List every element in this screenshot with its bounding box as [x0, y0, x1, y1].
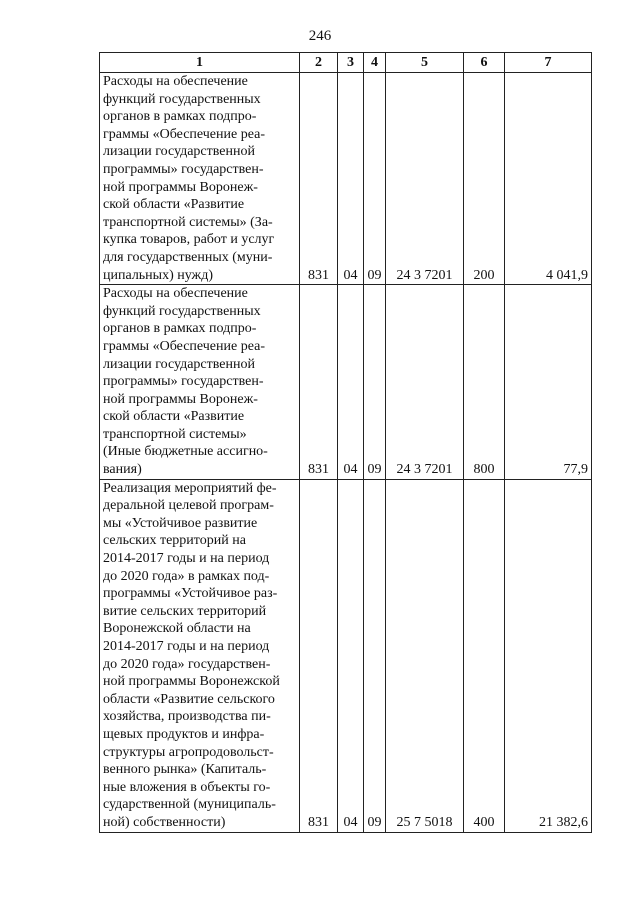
- header-row: [100, 53, 592, 73]
- column-header-4: 4: [364, 53, 386, 73]
- row-amount: 4 041,9: [505, 73, 592, 285]
- row-description: Расходы на обеспечение функций государственных органов в рамках подпро- граммы «Обеспечение реа- лизации государственной программы» государствен- ной программы Воронеж- ской области «Развитие транспортной системы» (За- купка товаров, работ и услуг для государственных (муни- ципальных) нужд): [100, 73, 300, 285]
- column-header-2: 2: [300, 53, 338, 73]
- row-description: Реализация мероприятий фе- деральной целевой програм- мы «Устойчивое развитие сельских территорий на 2014-2017 годы и на период до 2020 года» в рамках под- программы «Устойчивое раз- витие сельских территорий Воронежской области на 2014-2017 годы и на период до 2020 года» государствен- ной программы Воронежской области «Развитие сельского хозяйства, производства пи- щевых продуктов и инфра- структуры агропродовольст- венного рынка» (Капиталь- ные вложения в объекты го- сударственной (муниципаль- ной) собственности): [100, 479, 300, 832]
- row-target-code: 24 3 7201: [386, 285, 464, 480]
- table-row: [100, 479, 592, 832]
- column-header-7: 7: [505, 53, 592, 73]
- row-section-code: 04: [338, 73, 364, 285]
- row-target-code: 25 7 5018: [386, 479, 464, 832]
- row-ministry-code: 831: [300, 479, 338, 832]
- column-header-3: 3: [338, 53, 364, 73]
- table-row: [100, 285, 592, 480]
- row-expense-type-code: 400: [464, 479, 505, 832]
- row-amount: 21 382,6: [505, 479, 592, 832]
- row-ministry-code: 831: [300, 73, 338, 285]
- column-header-6: 6: [464, 53, 505, 73]
- row-amount: 77,9: [505, 285, 592, 480]
- row-subsection-code: 09: [364, 73, 386, 285]
- column-header-1: 1: [100, 53, 300, 73]
- row-ministry-code: 831: [300, 285, 338, 480]
- row-section-code: 04: [338, 285, 364, 480]
- row-description: Расходы на обеспечение функций государственных органов в рамках подпро- граммы «Обеспечение реа- лизации государственной программы» государствен- ной программы Воронеж- ской области «Развитие транспортной системы» (Иные бюджетные ассигно- вания): [100, 285, 300, 480]
- row-section-code: 04: [338, 479, 364, 832]
- table-row: [100, 73, 592, 285]
- row-expense-type-code: 200: [464, 73, 505, 285]
- row-target-code: 24 3 7201: [386, 73, 464, 285]
- column-header-5: 5: [386, 53, 464, 73]
- budget-table: [99, 52, 592, 833]
- row-subsection-code: 09: [364, 285, 386, 480]
- row-subsection-code: 09: [364, 479, 386, 832]
- page-number: 246: [308, 28, 332, 44]
- row-expense-type-code: 800: [464, 285, 505, 480]
